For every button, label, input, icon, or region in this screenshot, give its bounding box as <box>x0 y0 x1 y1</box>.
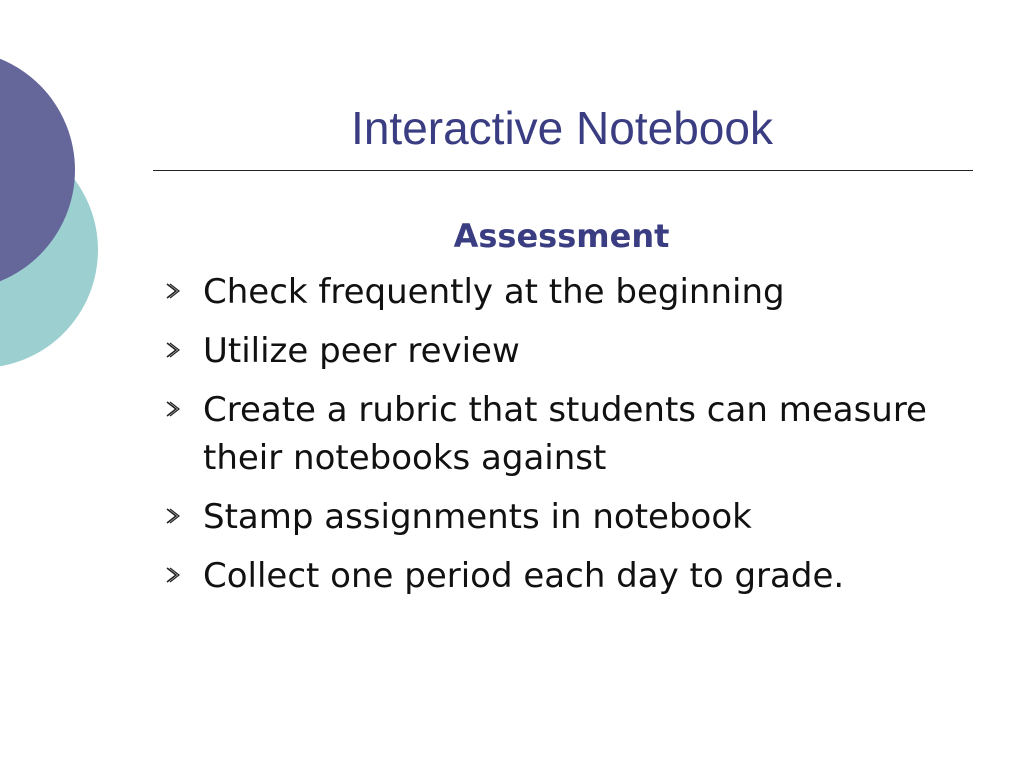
bullet-item <box>160 327 960 375</box>
chevron-right-icon <box>164 399 180 419</box>
chevron-right-icon <box>164 281 180 301</box>
bullet-item <box>160 493 960 541</box>
bullet-text: Check frequently at the beginning <box>203 272 785 312</box>
bullet-text: Stamp assignments in notebook <box>203 497 752 537</box>
slide-body <box>160 210 960 611</box>
decorative-circles <box>0 0 110 420</box>
bullet-item <box>160 268 960 316</box>
title-divider <box>153 170 973 171</box>
bullet-text: Utilize peer review <box>203 331 520 371</box>
bullet-item <box>160 552 960 600</box>
slide-title: Interactive Notebook <box>351 102 773 154</box>
subheading: Assessment <box>453 217 670 255</box>
bullet-text: Collect one period each day to grade. <box>203 556 845 596</box>
bullet-list <box>160 268 960 600</box>
bullet-text: Create a rubric that students can measure their notebooks against <box>203 390 927 478</box>
chevron-right-icon <box>164 340 180 360</box>
bullet-item <box>160 386 960 482</box>
chevron-right-icon <box>164 506 180 526</box>
chevron-right-icon <box>164 565 180 585</box>
